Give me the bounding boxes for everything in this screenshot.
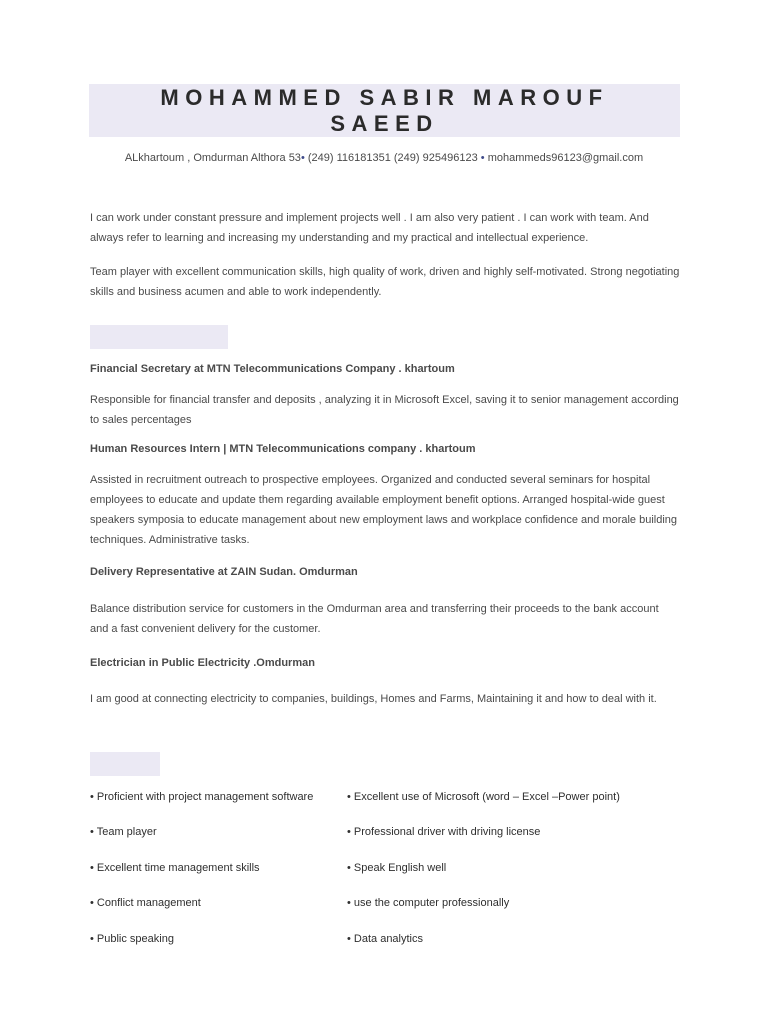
summary-paragraph-1: I can work under constant pressure and implement projects well . I am also very patient . I can work with team. And always refer to learning and increasing my understanding and my practical and intellectual experience. xyxy=(90,212,649,244)
phone-numbers: (249) 116181351 (249) 925496123 xyxy=(307,152,478,164)
experience-section-bar xyxy=(90,325,228,349)
job-description-4: I am good at connecting electricity to companies, buildings, Homes and Farms, Maintaining it and how to deal with it. xyxy=(90,693,657,705)
skill-item: • Proficient with project management software xyxy=(90,791,314,803)
name-line-1: MOHAMMED SABIR MAROUF xyxy=(160,85,609,110)
name-line-2: SAEED xyxy=(330,111,439,136)
candidate-name xyxy=(89,84,680,137)
skill-item: • Speak English well xyxy=(347,862,447,874)
skill-item: • Public speaking xyxy=(90,933,174,945)
skill-item: • Team player xyxy=(90,826,157,838)
summary-paragraph-2: Team player with excellent communication skills, high quality of work, driven and highly self-motivated. Strong negotiating skills and business acumen and able to work independently. xyxy=(90,266,680,298)
job-description-2: Assisted in recruitment outreach to prospective employees. Organized and conducted several seminars for hospital employees to educate and update them regarding available employment benefit options. Arranged hospital-wide guest speakers symposia to educate management about new employment laws and workplace confidence and morale building techniques. Administrative tasks. xyxy=(90,474,678,546)
email-address: mohammeds96123@gmail.com xyxy=(487,152,644,164)
skill-item: • use the computer professionally xyxy=(347,897,510,909)
name-header-band xyxy=(89,84,680,137)
skills-section-bar xyxy=(90,752,160,776)
job-description-1: Responsible for financial transfer and deposits , analyzing it in Microsoft Excel, saving it to senior management according to sales percentages xyxy=(90,394,679,426)
skill-item: • Conflict management xyxy=(90,897,201,909)
skill-item: • Professional driver with driving license xyxy=(347,826,541,838)
job-title-2: Human Resources Intern | MTN Telecommunications company . khartoum xyxy=(90,443,476,455)
job-description-3: Balance distribution service for customers in the Omdurman area and transferring their proceeds to the bank account and a fast convenient delivery for the customer. xyxy=(90,603,659,635)
bullet-separator: • xyxy=(480,152,485,164)
bullet-separator: • xyxy=(300,152,305,164)
job-title-3: Delivery Representative at ZAIN Sudan. Omdurman xyxy=(90,566,358,578)
contact-line xyxy=(0,152,768,164)
job-title-4: Electrician in Public Electricity .Omdurman xyxy=(90,657,315,669)
skill-item: • Excellent time management skills xyxy=(90,862,260,874)
skill-item: • Excellent use of Microsoft (word – Excel –Power point) xyxy=(347,791,620,803)
skill-item: • Data analytics xyxy=(347,933,423,945)
job-title-1: Financial Secretary at MTN Telecommunications Company . khartoum xyxy=(90,363,455,375)
address: ALkhartoum , Omdurman Althora 53 xyxy=(124,152,301,164)
